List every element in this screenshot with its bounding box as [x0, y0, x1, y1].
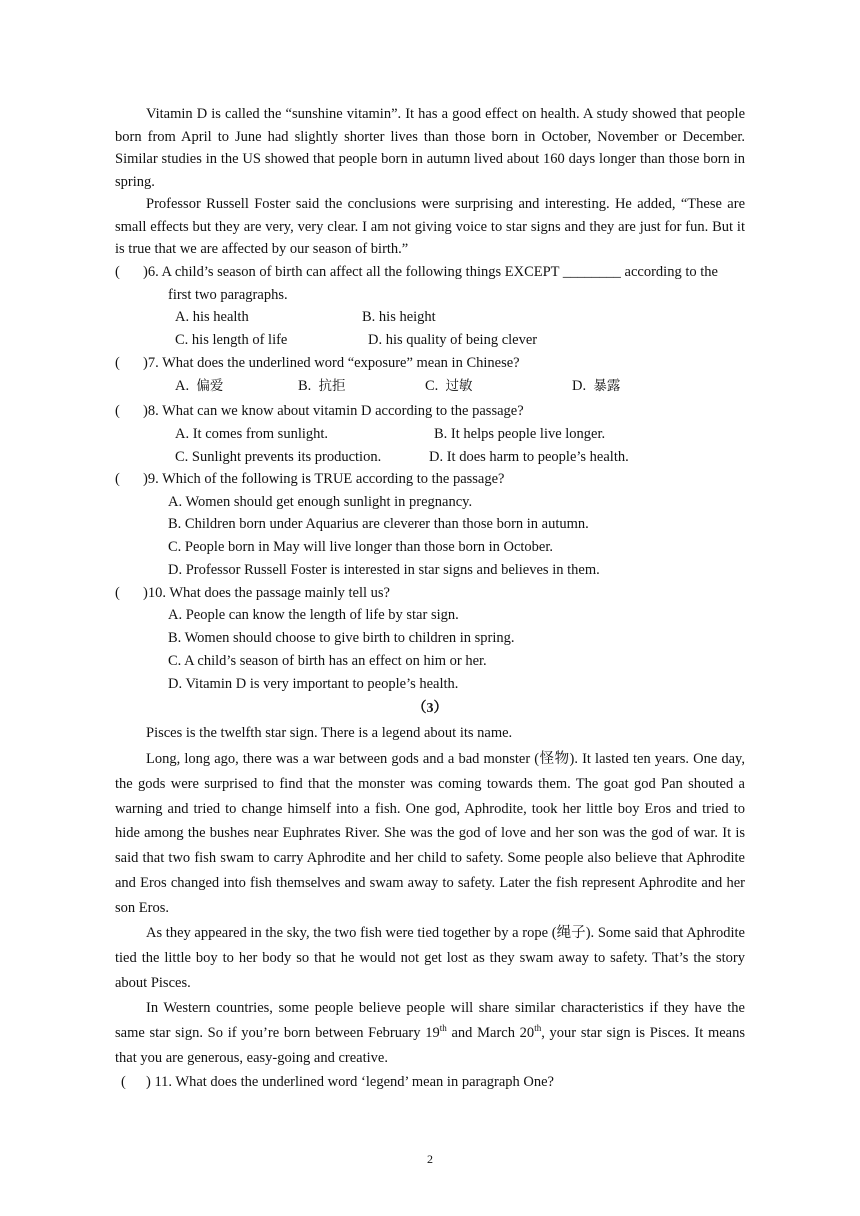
section-heading: （3） [412, 701, 448, 716]
option-c: C. his length of life [175, 332, 288, 348]
option-b: B. his height [362, 309, 436, 325]
option-b: B. Children born under Aquarius are cleverer than those born in autumn. [168, 516, 589, 532]
option-b: B. 抗拒 [298, 378, 346, 394]
question-stem: )8. What can we know about vitamin D according to the passage? [143, 403, 524, 419]
passage-paragraph: Professor Russell Foster said the conclusions were surprising and interesting. He added, “These are small effects but they are very, very clear. I am not giving voice to star signs and they are just for fun. But it is true that we are affected by our season of birth.” [115, 196, 745, 258]
passage-paragraph: In Western countries, some people believe people will share similar characteristics if they have the same star sign. So if you’re born between February 19th and March 20th, your star sign is Pisces. It means that you are generous, easy-going and creative. [115, 1000, 745, 1066]
option-c: C. 过敏 [425, 378, 473, 394]
option-c: C. A child’s season of birth has an effect on him or her. [168, 653, 487, 669]
question-8 [115, 401, 755, 421]
option-c: C. Sunlight prevents its production. [175, 449, 382, 465]
question-stem-continued: first two paragraphs. [168, 287, 288, 303]
option-a: A. Women should get enough sunlight in pregnancy. [168, 494, 473, 510]
option-a: A. It comes from sunlight. [175, 426, 329, 442]
answer-blank: ( [121, 1074, 126, 1090]
option-b: B. It helps people live longer. [434, 426, 606, 442]
passage-paragraph: Long, long ago, there was a war between gods and a bad monster (怪物). It lasted ten years. One day, the gods were surprised to find that the monster was coming towards them. The goat god Pan shouted a warning and tried to change himself into a fish. One god, Aphrodite, took her little boy Eros and tried to hide among the bushes near Euphrates River. She was the god of love and her son was the god of war. It is said that two fish swam to carry Aphrodite and her child to safety. Some people also believe that Aphrodite and Eros changed into fish themselves and swam away to safety. Later the fish represent Aphrodite and her son Eros. [115, 751, 745, 916]
question-stem: )9. Which of the following is TRUE according to the passage? [143, 471, 505, 487]
passage-paragraph: Pisces is the twelfth star sign. There is a legend about its name. [146, 725, 513, 741]
option-d: D. his quality of being clever [368, 332, 538, 348]
option-a: A. People can know the length of life by star sign. [168, 607, 459, 623]
answer-blank: ( [115, 585, 120, 601]
page-number: 2 [427, 1152, 433, 1166]
passage-paragraph: Vitamin D is called the “sunshine vitamin”. It has a good effect on health. A study showed that people born from April to June had slightly shorter lives than those born in October, November or December. Similar studies in the US showed that people born in autumn lived about 160 days longer than those born in spring. [115, 106, 745, 191]
question-7 [115, 353, 755, 373]
answer-blank: ( [115, 471, 120, 487]
question-11 [121, 1072, 554, 1092]
option-b: B. Women should choose to give birth to children in spring. [168, 630, 515, 646]
option-a: A. 偏爱 [175, 378, 224, 394]
question-stem: ) 11. What does the underlined word ‘legend’ mean in paragraph One? [146, 1074, 554, 1090]
question-9 [115, 469, 755, 489]
question-stem: )6. A child’s season of birth can affect all the following things EXCEPT ________ according to the [143, 264, 718, 280]
option-d: D. Professor Russell Foster is interested in star signs and believes in them. [168, 562, 600, 578]
passage-paragraph: As they appeared in the sky, the two fish were tied together by a rope (绳子). Some said that Aphrodite tied the little boy to her body so that he would not get lost as they swam away to safety. That’s the story about Pisces. [115, 925, 745, 991]
option-d: D. It does harm to people’s health. [429, 449, 629, 465]
question-stem: )10. What does the passage mainly tell us? [143, 585, 390, 601]
question-stem: )7. What does the underlined word “exposure” mean in Chinese? [143, 355, 520, 371]
option-a: A. his health [175, 309, 249, 325]
option-d: D. Vitamin D is very important to people’s health. [168, 676, 459, 692]
option-c: C. People born in May will live longer than those born in October. [168, 539, 553, 555]
answer-blank: ( [115, 355, 120, 371]
answer-blank: ( [115, 264, 120, 280]
option-d: D. 暴露 [572, 378, 621, 394]
question-6 [115, 262, 755, 282]
question-10 [115, 583, 755, 603]
answer-blank: ( [115, 403, 120, 419]
